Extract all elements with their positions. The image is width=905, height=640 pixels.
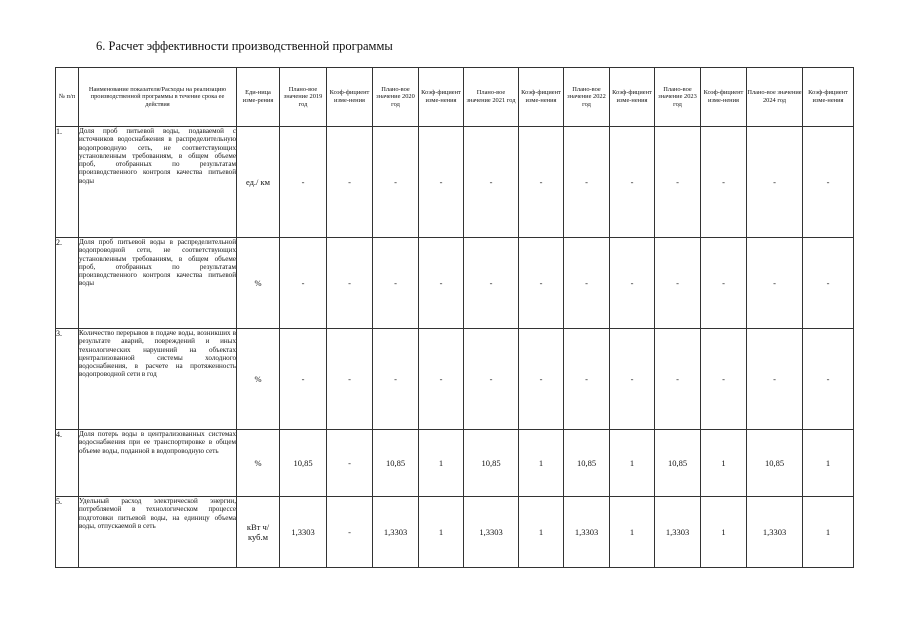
value-cell: - xyxy=(280,127,327,238)
value-cell: - xyxy=(747,329,803,430)
value-cell: 1,3303 xyxy=(464,497,519,568)
value-cell: - xyxy=(327,497,373,568)
value-cell: - xyxy=(373,127,419,238)
value-cell: - xyxy=(373,238,419,329)
table-row xyxy=(56,329,854,430)
value-cell: 10,85 xyxy=(747,430,803,497)
unit-cell: % xyxy=(237,430,280,497)
value-cell: 1 xyxy=(419,430,464,497)
header-cell: Плано-вое значение 2019 год xyxy=(280,68,327,127)
indicator-name: Удельный расход электрической энергии, потребляемой в технологическом процессе подготовки питьевой воды, на единицу объема воды, отпускаемой в сеть xyxy=(79,497,237,568)
value-cell: - xyxy=(655,238,701,329)
value-cell: 1 xyxy=(803,430,854,497)
value-cell: 1,3303 xyxy=(280,497,327,568)
value-cell: - xyxy=(564,329,610,430)
header-cell: Плано-вое значение 2022 год xyxy=(564,68,610,127)
value-cell: - xyxy=(519,127,564,238)
value-cell: - xyxy=(519,329,564,430)
value-cell: 1 xyxy=(610,430,655,497)
header-cell: № п/п xyxy=(56,68,79,127)
header-cell: Еди-ница изме-рения xyxy=(237,68,280,127)
value-cell: - xyxy=(564,127,610,238)
value-cell: - xyxy=(701,127,747,238)
value-cell: 1,3303 xyxy=(655,497,701,568)
value-cell: - xyxy=(327,238,373,329)
value-cell: - xyxy=(747,127,803,238)
value-cell: - xyxy=(280,238,327,329)
header-cell: Коэф-фициент изме-нения xyxy=(327,68,373,127)
table-row xyxy=(56,497,854,568)
header-cell: Плано-вое значение 2020 год xyxy=(373,68,419,127)
unit-cell: ед./ км xyxy=(237,127,280,238)
value-cell: 10,85 xyxy=(373,430,419,497)
header-cell: Плано-вое значение 2023 год xyxy=(655,68,701,127)
value-cell: - xyxy=(747,238,803,329)
header-cell: Коэф-фициент изме-нения xyxy=(610,68,655,127)
value-cell: 1,3303 xyxy=(373,497,419,568)
value-cell: 10,85 xyxy=(280,430,327,497)
table-header-row xyxy=(56,68,854,127)
indicator-name: Доля проб питьевой воды в распределительной водопроводной сети, не соответствующих установленным требованиям, в общем объеме проб, отобранных по результатам производственного контроля качества питьевой воды xyxy=(79,238,237,329)
page-title: 6. Расчет эффективности производственной программы xyxy=(96,39,393,53)
value-cell: - xyxy=(803,329,854,430)
value-cell: - xyxy=(327,430,373,497)
row-number: 3. xyxy=(56,329,79,430)
header-cell: Коэф-фициент изме-нения xyxy=(701,68,747,127)
row-number: 1. xyxy=(56,127,79,238)
value-cell: - xyxy=(610,127,655,238)
row-number: 2. xyxy=(56,238,79,329)
value-cell: - xyxy=(610,238,655,329)
value-cell: - xyxy=(519,238,564,329)
header-cell: Коэф-фициент изме-нения xyxy=(519,68,564,127)
value-cell: - xyxy=(564,238,610,329)
value-cell: - xyxy=(655,127,701,238)
value-cell: - xyxy=(701,238,747,329)
value-cell: 1 xyxy=(419,497,464,568)
indicator-name: Доля проб питьевой воды, подаваемой с источников водоснабжения в распределительную водопроводную сеть, не соответствующих установленным требованиям, в общем объеме проб, отобранных по результатам производственного контроля качества питьевой воды xyxy=(79,127,237,238)
value-cell: - xyxy=(610,329,655,430)
value-cell: 1 xyxy=(519,497,564,568)
value-cell: - xyxy=(419,127,464,238)
efficiency-table xyxy=(55,67,854,568)
unit-cell: % xyxy=(237,238,280,329)
value-cell: - xyxy=(655,329,701,430)
value-cell: 1,3303 xyxy=(564,497,610,568)
header-cell: Коэф-фициент изме-нения xyxy=(803,68,854,127)
value-cell: 10,85 xyxy=(564,430,610,497)
table-row xyxy=(56,127,854,238)
value-cell: - xyxy=(419,329,464,430)
value-cell: 1,3303 xyxy=(747,497,803,568)
value-cell: - xyxy=(464,127,519,238)
indicator-name: Доля потерь воды в централизованных системах водоснабжения при ее транспортировке в общем объеме воды, поданной в водопроводную сеть xyxy=(79,430,237,497)
value-cell: 1 xyxy=(610,497,655,568)
value-cell: 1 xyxy=(803,497,854,568)
value-cell: - xyxy=(327,329,373,430)
value-cell: - xyxy=(464,329,519,430)
row-number: 4. xyxy=(56,430,79,497)
unit-cell: кВт ч/куб.м xyxy=(237,497,280,568)
header-cell: Плано-вое значение 2021 год xyxy=(464,68,519,127)
header-cell: Наименование показателя/Расходы на реализацию производственной программы в течение срока ее действия xyxy=(79,68,237,127)
value-cell: - xyxy=(373,329,419,430)
row-number: 5. xyxy=(56,497,79,568)
value-cell: - xyxy=(280,329,327,430)
header-cell: Плано-вое значение 2024 год xyxy=(747,68,803,127)
value-cell: - xyxy=(803,127,854,238)
indicator-name: Количество перерывов в подаче воды, возникших в результате аварий, повреждений и иных технологических нарушений на объектах централизованной системы холодного водоснабжения, в расчете на протяженность водопроводной сети в год xyxy=(79,329,237,430)
unit-cell: % xyxy=(237,329,280,430)
table-row xyxy=(56,238,854,329)
value-cell: - xyxy=(803,238,854,329)
value-cell: 10,85 xyxy=(655,430,701,497)
value-cell: - xyxy=(464,238,519,329)
table-row xyxy=(56,430,854,497)
header-cell: Коэф-фициент изме-нения xyxy=(419,68,464,127)
value-cell: 1 xyxy=(519,430,564,497)
value-cell: 1 xyxy=(701,497,747,568)
value-cell: - xyxy=(419,238,464,329)
value-cell: - xyxy=(327,127,373,238)
value-cell: - xyxy=(701,329,747,430)
value-cell: 10,85 xyxy=(464,430,519,497)
value-cell: 1 xyxy=(701,430,747,497)
